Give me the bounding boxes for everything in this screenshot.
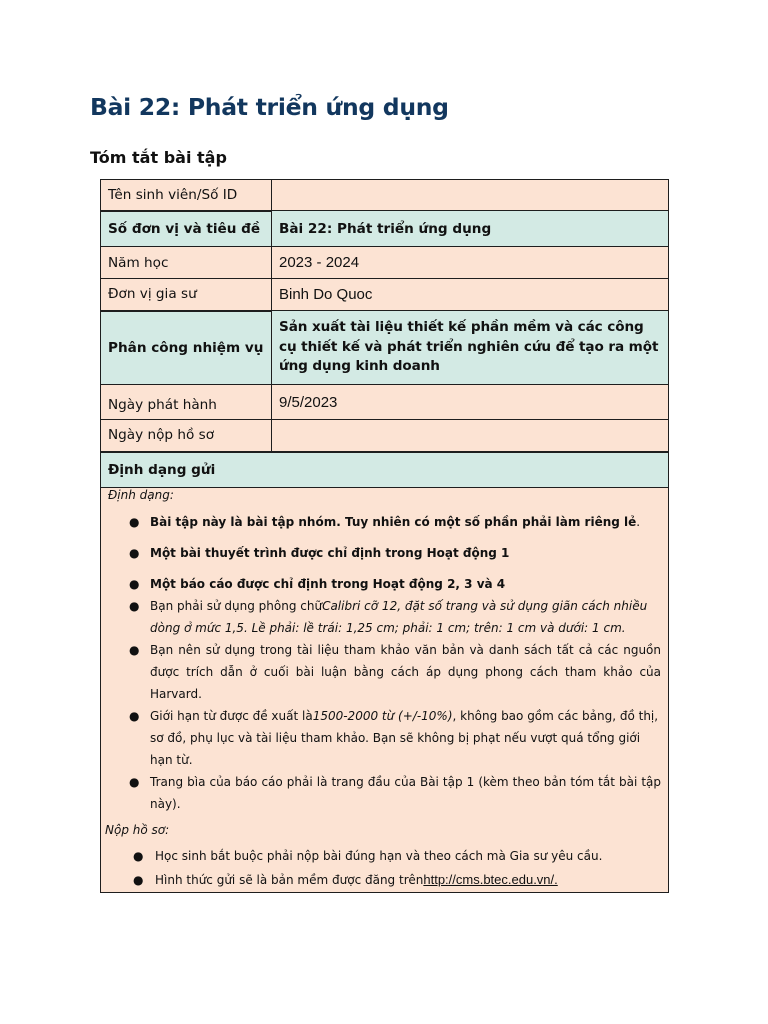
tutor-label: Đơn vị gia sư (101, 279, 272, 311)
list-item: ● Hình thức gửi sẽ là bản mềm được đăng trênhttp://cms.btec.edu.vn/. (108, 868, 661, 892)
year-label: Năm học (101, 247, 272, 279)
list-item: ● Trang bìa của báo cáo phải là trang đầu của Bài tập 1 (kèm theo bản tóm tắt bài tập này). (108, 771, 661, 815)
bullet-icon: ● (129, 599, 140, 613)
unit-label: Số đơn vị và tiêu đề (101, 211, 272, 247)
format-content (101, 488, 669, 893)
format-header: Định dạng gửi (101, 452, 669, 488)
student-row (101, 180, 669, 211)
list-item: ● Giới hạn từ được đề xuất là1500-2000 từ (+/-10%), không bao gồm các bảng, đồ thị, sơ đồ, phụ lục và tài liệu tham khảo. Bạn sẽ không bị phạt nếu vượt quá tổng giới hạn từ. (108, 705, 661, 771)
list-item: ● Một bài thuyết trình được chỉ định trong Hoạt động 1 (108, 542, 661, 564)
list-item: ● Bạn nên sử dụng trong tài liệu tham khảo văn bản và danh sách tất cả các nguồn được trích dẫn ở cuối bài luận bằng cách áp dụng phong cách tham khảo của Harvard. (108, 639, 661, 705)
format-header-row (101, 452, 669, 488)
assignment-label: Phân công nhiệm vụ (101, 311, 272, 385)
issue-date-value: 9/5/2023 (272, 385, 669, 420)
student-value (272, 180, 669, 211)
list-item: ● Bài tập này là bài tập nhóm. Tuy nhiên có một số phần phải làm riêng lẻ. (108, 511, 661, 533)
submission-date-value (272, 420, 669, 452)
bullet-icon: ● (133, 873, 144, 887)
bullet-icon: ● (129, 577, 140, 591)
tutor-row (101, 279, 669, 311)
format-list (108, 511, 661, 815)
tutor-value: Binh Do Quoc (272, 279, 669, 311)
assignment-summary-table (100, 179, 669, 893)
submission-date-label: Ngày nộp hồ sơ (101, 420, 272, 452)
submission-date-row (101, 420, 669, 452)
issue-date-label: Ngày phát hành (101, 385, 272, 420)
unit-row (101, 211, 669, 247)
year-value: 2023 - 2024 (272, 247, 669, 279)
year-row (101, 247, 669, 279)
submission-heading: Nộp hồ sơ: (105, 823, 170, 837)
bullet-icon: ● (129, 709, 140, 723)
list-item: ● Học sinh bắt buộc phải nộp bài đúng hạn và theo cách mà Gia sư yêu cầu. (108, 844, 661, 868)
list-item: ● Bạn phải sử dụng phông chữCalibri cỡ 12, đặt số trang và sử dụng giãn cách nhiều dòng ở mức 1,5. Lề phải: lề trái: 1,25 cm; phải: 1 cm; trên: 1 cm và dưới: 1 cm. (108, 595, 661, 639)
cms-link[interactable]: http://cms.btec.edu.vn/. (423, 872, 558, 887)
assignment-row (101, 311, 669, 385)
bullet-icon: ● (129, 643, 140, 657)
section-title: Tóm tắt bài tập (90, 148, 227, 167)
assignment-value: Sản xuất tài liệu thiết kế phần mềm và các công cụ thiết kế và phát triển nghiên cứu để tạo ra một ứng dụng kinh doanh (272, 311, 669, 385)
issue-date-row (101, 385, 669, 420)
format-content-row (101, 488, 669, 893)
student-label: Tên sinh viên/Số ID (101, 180, 272, 211)
bullet-icon: ● (129, 515, 140, 529)
list-item: ● Một báo cáo được chỉ định trong Hoạt động 2, 3 và 4 (108, 573, 661, 595)
bullet-icon: ● (129, 775, 140, 789)
format-heading: Định dạng: (108, 488, 174, 502)
unit-value: Bài 22: Phát triển ứng dụng (272, 211, 669, 247)
bullet-icon: ● (129, 546, 140, 560)
submission-list (108, 844, 661, 892)
page-title: Bài 22: Phát triển ứng dụng (90, 93, 449, 121)
bullet-icon: ● (133, 849, 144, 863)
